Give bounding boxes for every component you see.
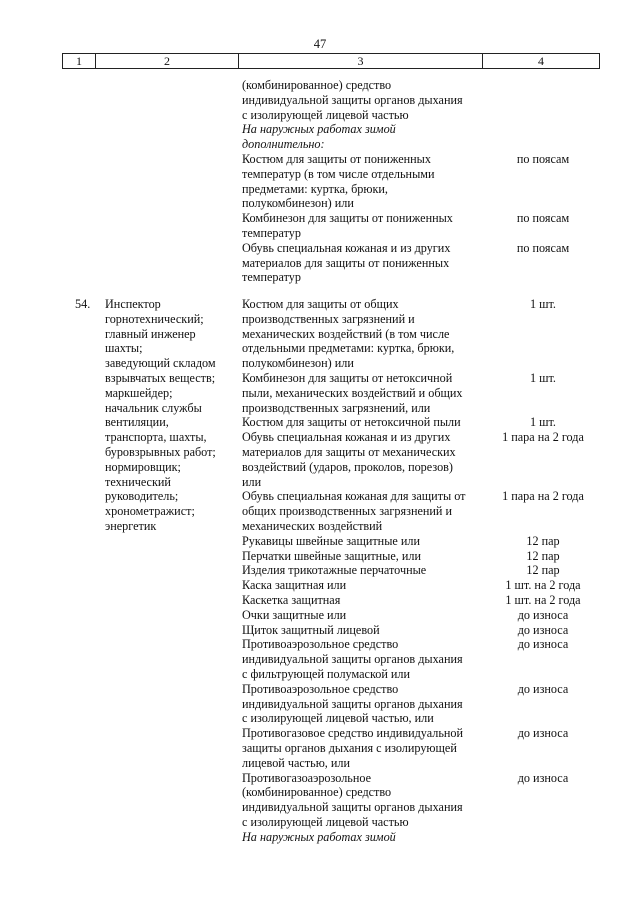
header-col-1: 1 [63,54,96,68]
item-text: полукомбинезон) или [242,356,354,371]
item-text: с изолирующей лицевой частью [242,815,409,829]
item-text: Комбинезон для защиты от пониженных [242,211,453,226]
item-text: температур [242,226,301,240]
item-text: Обувь специальная кожаная и из других [242,430,451,445]
position-name: главный инженер [105,326,196,341]
item-norm: 12 пар [526,548,560,563]
header-col-4: 4 [538,54,544,68]
position-name: руководитель; [105,489,179,504]
item-text: На наружных работах зимой [242,122,396,137]
item-text: пыли, механических воздействий и общих [242,385,463,400]
item-norm: 1 шт. на 2 года [505,593,581,607]
item-norm: до износа [517,607,569,622]
item-text: Каска защитная или [242,578,347,593]
item-text: Обувь специальная кожаная и из других [242,240,451,255]
item-text: (комбинированное) средство [242,785,392,800]
item-text: Очки защитные или [242,607,347,622]
item-text: (комбинированное) средство [242,78,392,92]
item-text: материалов для защиты от механических [242,445,456,459]
item-text: Противогазовое средство индивидуальной [242,726,464,741]
item-text: температур (в том числе отдельными [242,166,435,181]
item-text: лицевой частью, или [242,755,351,770]
item-text: производственных загрязнений, или [242,400,431,415]
item-text: Костюм для защиты от нетоксичной пыли [242,415,461,430]
item-text: с изолирующей лицевой частью [242,107,409,122]
item-norm: до износа [517,622,569,637]
item-text: защиты органов дыхания с изолирующей [242,741,457,755]
item-text: Обувь специальная кожаная для защиты от [242,489,466,504]
item-text: дополнительно: [242,137,325,152]
position-name: хронометражист; [105,504,195,519]
position-name: маркшейдер; [105,385,173,400]
item-text: индивидуальной защиты органов дыхания [242,696,463,711]
item-norm: 1 шт. на 2 года [505,578,581,593]
item-text: производственных загрязнений и [242,311,415,326]
item-norm: 12 пар [526,533,560,548]
position-name: шахты; [105,341,143,356]
item-text: Рукавицы швейные защитные или [242,533,420,548]
item-norm: 1 шт. [530,297,556,311]
item-norm: до износа [517,681,569,696]
item-text: общих производственных загрязнений и [242,504,453,519]
item-text: материалов для защиты от пониженных [242,255,450,270]
item-norm: 1 шт. [530,371,556,385]
position-name: транспорта, шахты, [105,430,207,445]
table-header [62,53,600,69]
page-number: 47 [313,37,327,51]
item-norm: 1 пара на 2 года [502,489,584,504]
item-text: На наружных работах зимой [242,829,396,844]
item-norm: до износа [517,726,569,741]
item-norm: до износа [517,770,569,785]
position-name: взрывчатых веществ; [105,371,216,385]
position-name: горнотехнический; [105,311,204,326]
item-text: полукомбинезон) или [242,196,354,211]
item-text: с фильтрующей полумаской или [242,667,411,681]
item-text: Костюм для защиты от пониженных [242,152,431,166]
item-text: Противогазоаэрозольное [242,770,372,785]
item-norm: 1 шт. [530,415,556,430]
item-text: отдельными предметами: куртка, брюки, [242,341,455,356]
position-name: буровзрывных работ; [105,445,216,459]
item-norm: по поясам [516,152,570,166]
item-text: Каскетка защитная [242,593,341,607]
item-text: с изолирующей лицевой частью, или [242,711,434,726]
item-text: Противоаэрозольное средство [242,637,399,652]
item-text: Щиток защитный лицевой [242,622,380,637]
item-text: или [242,474,262,489]
item-text: Комбинезон для защиты от нетоксичной [242,371,453,385]
position-name: нормировщик; [105,459,181,474]
item-norm: по поясам [516,240,570,255]
item-text: Изделия трикотажные перчаточные [242,563,427,578]
item-text: индивидуальной защиты органов дыхания [242,652,463,667]
position-name: технический [105,474,171,489]
position-name: заведующий складом [105,356,216,371]
item-norm: 1 пара на 2 года [502,430,584,445]
item-norm: до износа [517,637,569,652]
item-text: Противоаэрозольное средство [242,681,399,696]
item-text: индивидуальной защиты органов дыхания [242,800,463,815]
item-text: механических воздействий (в том числе [242,326,450,341]
item-text: предметами: куртка, брюки, [242,181,388,196]
item-text: воздействий (ударов, проколов, порезов) [242,459,453,474]
item-text: индивидуальной защиты органов дыхания [242,92,463,107]
item-norm: по поясам [516,211,570,226]
item-text: механических воздействий [242,519,383,533]
position-name: энергетик [105,519,157,533]
item-text: Костюм для защиты от общих [242,297,399,311]
item-text: Перчатки швейные защитные, или [242,548,422,563]
item-text: температур [242,270,301,285]
header-col-2: 2 [96,54,239,68]
position-name: вентиляции, [105,415,169,430]
position-name: начальник службы [105,400,202,415]
position-name: Инспектор [105,297,161,311]
header-col-3: 3 [239,54,483,68]
row-number: 54. [75,297,91,311]
item-norm: 12 пар [526,563,560,578]
